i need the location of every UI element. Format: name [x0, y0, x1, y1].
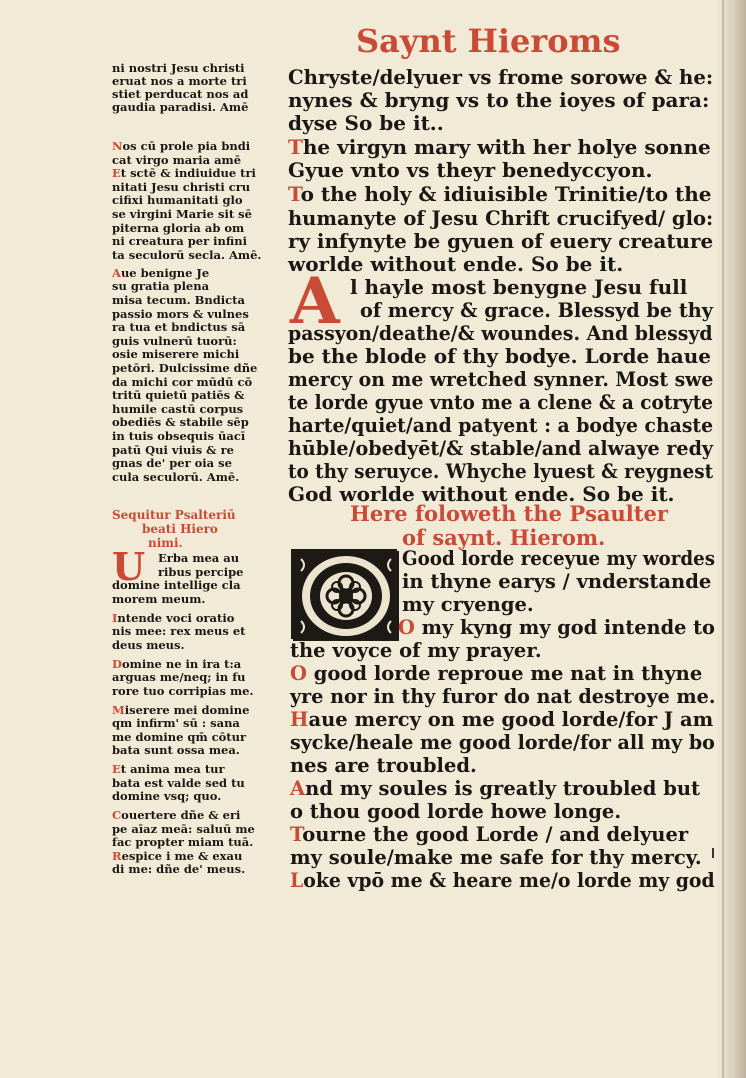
line-text: ni nostri Jesu christi — [112, 61, 245, 75]
decorated-initial-a: A — [290, 264, 340, 339]
line-text: ra tua et bndictus sā — [112, 320, 246, 335]
line-text: of mercy & grace. Blessyd be thy — [360, 298, 713, 322]
text-line — [290, 686, 716, 708]
text-line — [112, 308, 249, 321]
line-text: he virgyn mary with her holye sonne — [302, 135, 711, 159]
text-line — [112, 335, 237, 348]
gutter-shadow — [716, 0, 746, 1078]
text-line — [290, 801, 621, 823]
text-line — [402, 594, 534, 616]
line-text: ta seculorū secla. Amē. — [112, 247, 262, 262]
line-text: gnas de' per oia se — [112, 456, 232, 471]
rubricated-initial: N — [112, 139, 123, 153]
text-line — [290, 732, 715, 754]
text-line — [290, 870, 715, 892]
line-text: nitati Jesu christi cru — [112, 179, 251, 194]
line-text: fac propter miam tuā. — [112, 835, 254, 849]
rubricated-initial: A — [290, 777, 306, 800]
line-text: aue mercy on me good lorde/for J am — [308, 708, 714, 731]
line-text: humanyte of Jesu Chrift crucifyed/ glo: — [288, 206, 714, 230]
text-line — [290, 663, 702, 685]
line-text: nis mee: rex meus et — [112, 624, 246, 638]
line-text: omine ne in ira t:a — [121, 656, 242, 671]
text-line — [158, 566, 243, 579]
line-text: o thou good lorde howe longe. — [290, 800, 622, 823]
text-line — [350, 276, 687, 298]
line-text: ue benigne Je — [120, 265, 210, 280]
line-text: me domine qm̄ cōtur — [112, 729, 247, 744]
line-text: gaudia paradisi. Amē — [112, 100, 249, 114]
rubricated-initial: I — [112, 610, 118, 625]
line-text: my cryenge. — [402, 593, 534, 616]
line-text: t sctē & indiuidue tri — [120, 166, 256, 181]
text-line — [112, 376, 252, 389]
section-subheading: of saynt. Hierom. — [402, 525, 606, 550]
line-text: bata sunt ossa mea. — [112, 743, 240, 757]
line-text: te lorde gyue vnto me a clene & a cotryte — [288, 390, 713, 414]
rubricated-initial: D — [112, 656, 122, 671]
line-text: cat virgo maria amē — [112, 152, 242, 167]
line-text: sycke/heale me good lorde/for all my bo — [290, 731, 715, 754]
text-line — [112, 704, 249, 717]
text-line — [288, 207, 713, 229]
text-line — [112, 850, 242, 863]
line-text: ni creatura per infini — [112, 234, 247, 249]
line-text: nes are troubled. — [290, 754, 477, 777]
rubricated-initial: T — [288, 135, 303, 159]
line-text: guis vulnerū tuorū: — [112, 333, 237, 348]
text-line — [112, 658, 241, 671]
text-line — [288, 183, 712, 205]
rubricated-initial: T — [288, 182, 301, 206]
text-line — [112, 685, 253, 698]
line-text: rore tuo corripias me. — [112, 683, 254, 698]
rubricated-initial: O — [398, 616, 415, 639]
rubricated-initial: M — [112, 702, 125, 717]
line-text: yre nor in thy furor do nat destroye me. — [290, 685, 716, 708]
rubricated-initial: R — [112, 848, 122, 863]
text-line — [112, 222, 244, 235]
text-line — [398, 617, 715, 639]
text-line — [112, 154, 241, 167]
text-line — [360, 299, 713, 321]
latin-section-heading: Sequitur Psalteriū — [112, 508, 236, 522]
text-line — [112, 416, 249, 429]
text-line — [158, 552, 239, 565]
decorated-initial-u: U — [112, 544, 146, 589]
text-line — [112, 362, 257, 375]
text-line — [112, 430, 245, 443]
line-text: patū Qui viuis & re — [112, 442, 234, 457]
text-line — [112, 744, 240, 757]
text-line — [290, 709, 713, 731]
text-line — [112, 140, 250, 153]
text-line — [112, 321, 245, 334]
text-line — [112, 294, 245, 307]
line-text: tritū quietū patiēs & — [112, 388, 245, 403]
text-line — [112, 457, 232, 470]
text-line — [112, 579, 241, 592]
text-line — [288, 391, 713, 413]
text-line — [402, 571, 711, 593]
line-text: ribus percipe — [158, 564, 244, 579]
text-line — [112, 671, 246, 684]
text-line — [112, 181, 250, 194]
line-text: se virgini Marie sit sē — [112, 207, 252, 221]
line-text: passio mors & vulnes — [112, 306, 249, 321]
text-line — [288, 345, 711, 367]
rubricated-initial: T — [290, 823, 303, 846]
line-text: misa tecum. Bndicta — [112, 293, 245, 307]
text-line — [402, 548, 715, 570]
text-line — [112, 809, 240, 822]
line-text: cula seculorū. Amē. — [112, 469, 240, 484]
text-line — [112, 731, 246, 744]
text-line — [112, 593, 205, 606]
line-text: obediēs & stabile sēp — [112, 415, 249, 430]
text-line — [288, 460, 713, 482]
line-text: my kyng my god intende to — [414, 616, 715, 639]
text-line — [288, 437, 713, 459]
line-text: the voyce of my prayer. — [290, 639, 542, 662]
latin-section-heading: beati Hiero — [142, 522, 218, 536]
line-text: piterna gloria ab om — [112, 220, 245, 235]
text-line — [288, 66, 713, 88]
text-line — [288, 230, 713, 252]
line-text: harte/quiet/and patyent : a bodye chaste — [288, 413, 714, 437]
line-text: os cū prole pia bndi — [122, 139, 251, 153]
text-line — [112, 625, 245, 638]
text-line — [112, 101, 248, 114]
line-text: Erba mea au — [158, 551, 240, 565]
line-text: o the holy & idiuisible Trinitie/to the — [300, 182, 712, 206]
line-text: nd my soules is greatly troubled but — [305, 777, 701, 800]
line-text: God worlde without ende. So be it. — [288, 482, 675, 506]
line-text: arguas me/neq; in fu — [112, 670, 246, 684]
text-line — [112, 717, 240, 730]
text-line — [288, 368, 713, 390]
text-line — [112, 267, 209, 280]
text-line — [112, 389, 245, 402]
text-line — [288, 89, 709, 111]
text-line — [112, 167, 256, 180]
line-text: osie miserere michi — [112, 347, 240, 362]
text-line — [112, 348, 239, 361]
text-line — [112, 836, 253, 849]
text-line — [112, 777, 245, 790]
text-line — [112, 444, 234, 457]
line-text: qm infirm' sū : sana — [112, 716, 240, 730]
line-text: be the blode of thy bodye. Lorde haue — [288, 344, 711, 368]
text-line — [288, 414, 713, 436]
line-text: nynes & bryng vs to the ioyes of para: — [288, 88, 710, 112]
line-text: in tuis obsequis ūacī — [112, 429, 246, 443]
text-line — [290, 778, 700, 800]
line-text: ntende voci oratio — [117, 610, 235, 625]
line-text: Gyue vnto vs theyr benedyccyon. — [288, 158, 653, 182]
line-text: eruat nos a morte tri — [112, 74, 247, 88]
line-text: to thy seruyce. Whyche lyuest & reygnest — [288, 459, 714, 483]
line-text: petōri. Dulcissime dñe — [112, 361, 258, 375]
line-text: su gratia plena — [112, 279, 210, 294]
line-text: morem meum. — [112, 591, 206, 606]
text-line — [290, 847, 702, 869]
rubricated-initial: A — [112, 265, 121, 280]
rubricated-initial: E — [112, 166, 121, 181]
line-text: pe aīaz meā: saluū me — [112, 821, 255, 836]
text-line — [290, 824, 688, 846]
line-text: Chryste/delyuer vs frome sorowe & he: — [288, 65, 714, 89]
line-text: bata est valde sed tu — [112, 775, 245, 790]
rubricated-initial: O — [290, 662, 307, 685]
line-text: hūble/obedyēt/& stable/and alwaye redy — [288, 436, 714, 460]
text-line — [290, 755, 477, 777]
line-text: iserere mei domine — [124, 702, 250, 717]
text-line — [112, 863, 245, 876]
line-text: good lorde reproue me nat in thyne — [307, 662, 703, 685]
text-line — [112, 823, 255, 836]
line-text: dyse So be it.. — [288, 111, 444, 135]
section-heading: Here foloweth the Psaulter — [350, 501, 668, 526]
line-text: stiet perducat nos ad — [112, 87, 249, 101]
text-line — [290, 640, 542, 662]
rubricated-initial: H — [290, 708, 309, 731]
rubricated-initial: E — [112, 762, 121, 776]
line-text: espice i me & exau — [121, 848, 243, 863]
text-line — [112, 790, 221, 803]
print-mark — [712, 848, 714, 858]
line-text: l hayle most benygne Jesu full — [350, 275, 688, 299]
text-line — [112, 403, 243, 416]
line-text: da michi cor mūdū cō — [112, 374, 253, 389]
line-text: ourne the good Lorde / and delyuer — [302, 823, 689, 846]
line-text: Good lorde receyue my wordes — [402, 547, 716, 570]
latin-section-heading: nimi. — [148, 536, 183, 550]
line-text: passyon/deathe/& woundes. And blessyd — [288, 321, 713, 345]
text-line — [112, 235, 247, 248]
rubricated-initial: C — [112, 808, 122, 822]
text-line — [112, 471, 239, 484]
woodcut-initial-o — [291, 549, 397, 639]
text-line — [112, 208, 252, 221]
line-text: ouertere dñe & eri — [121, 808, 241, 822]
text-line — [112, 280, 209, 293]
text-line — [288, 112, 444, 134]
woodcut-flower-icon — [293, 551, 399, 641]
line-text: ry infynyte be gyuen of euery creature — [288, 229, 714, 253]
line-text: my soule/make me safe for thy mercy. — [290, 846, 702, 869]
line-text: t anima mea tur — [120, 762, 225, 776]
text-line — [288, 322, 713, 344]
line-text: oke vpō me & heare me/o lorde my god — [303, 869, 715, 892]
rubricated-initial: L — [290, 869, 304, 892]
text-line — [112, 639, 185, 652]
text-line — [112, 763, 225, 776]
text-line — [288, 159, 653, 181]
text-line — [112, 249, 261, 262]
line-text: deus meus. — [112, 637, 185, 652]
text-line — [112, 612, 234, 625]
line-text: di me: dñe de' meus. — [112, 862, 246, 876]
line-text: in thyne earys / vnderstande — [402, 570, 712, 593]
line-text: domine intellige cla — [112, 578, 241, 592]
line-text: mercy on me wretched synner. Most swe — [288, 367, 714, 391]
line-text: cifixi humanitati glo — [112, 193, 243, 208]
line-text: worlde without ende. So be it. — [288, 252, 624, 276]
text-line — [288, 136, 711, 158]
line-text: humile castū corpus — [112, 401, 244, 416]
text-line — [112, 194, 243, 207]
running-head: Saynt Hieroms — [356, 22, 621, 60]
line-text: domine vsq; quo. — [112, 789, 222, 803]
